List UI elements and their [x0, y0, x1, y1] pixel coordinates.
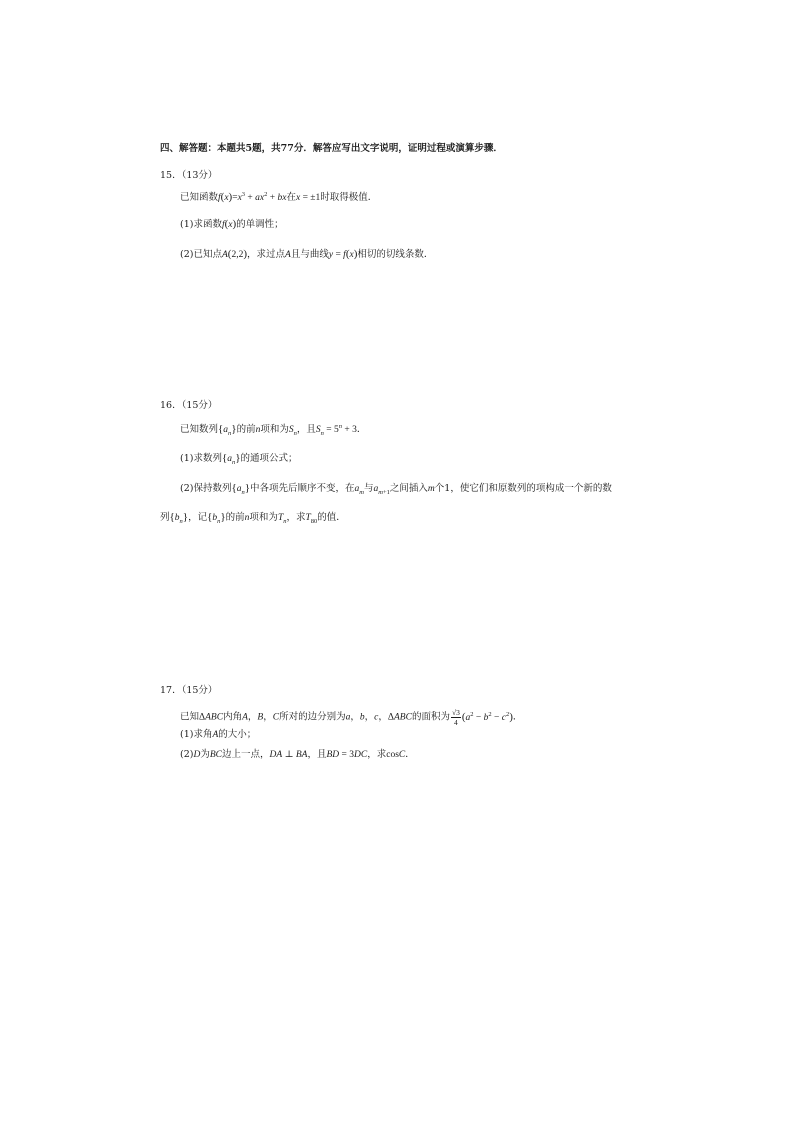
q17-number: 17．（15分）	[160, 685, 218, 696]
q16-part1: (1)求数列$\{a_n\}$的通项公式；	[180, 452, 298, 466]
q17-part1: (1)求角A的大小；	[180, 729, 257, 740]
section-heading: 四、解答题：本题共5题，共77分．解答应写出文字说明，证明过程或演算步骤．	[160, 143, 503, 154]
q15-part1: (1)求函数f(x)的单调性；	[180, 218, 284, 230]
q17-part2: (2)D为BC边上一点，DA ⊥ BA，且BD = 3DC，求cosC．	[180, 749, 415, 760]
q16-number: 16．（15分）	[160, 400, 218, 411]
q15-stem: 已知函数$f(x)=x^3 + ax^2$ + bx在x = ±1时取得极值．	[180, 190, 378, 203]
q17-stem: 已知ΔABC内角A，B，C所对的边分别为a，b，c，ΔABC的面积为 $\frac{√3}{4}$ $(a^2 - b^2 - c^2)$．	[180, 708, 523, 727]
q15-number: 15．（13分）	[160, 170, 218, 181]
q16-stem: 已知数列$\{a_n\}$的前n项和为$S_n$，且$S_n = 5^n + 3$．	[180, 422, 367, 437]
fraction-sqrt3-over-4: $\frac{√3}{4}$	[451, 708, 460, 727]
q16-part2-cont: 列$\{b_n\}$，记$\{b_n\}$的前n项和为$T_n$，求$T_{80}$的值．	[160, 511, 346, 525]
q15-part2: (2)已知点A(2,2)，求过点A且与曲线y = f(x)相切的切线条数．	[180, 248, 434, 260]
q16-part2: (2)保持数列$\{a_n\}$中各项先后顺序不变，在$a_m$与$a_{m+1}$之间插入m个1，使它们和原数列的项构成一个新的数	[180, 482, 612, 496]
